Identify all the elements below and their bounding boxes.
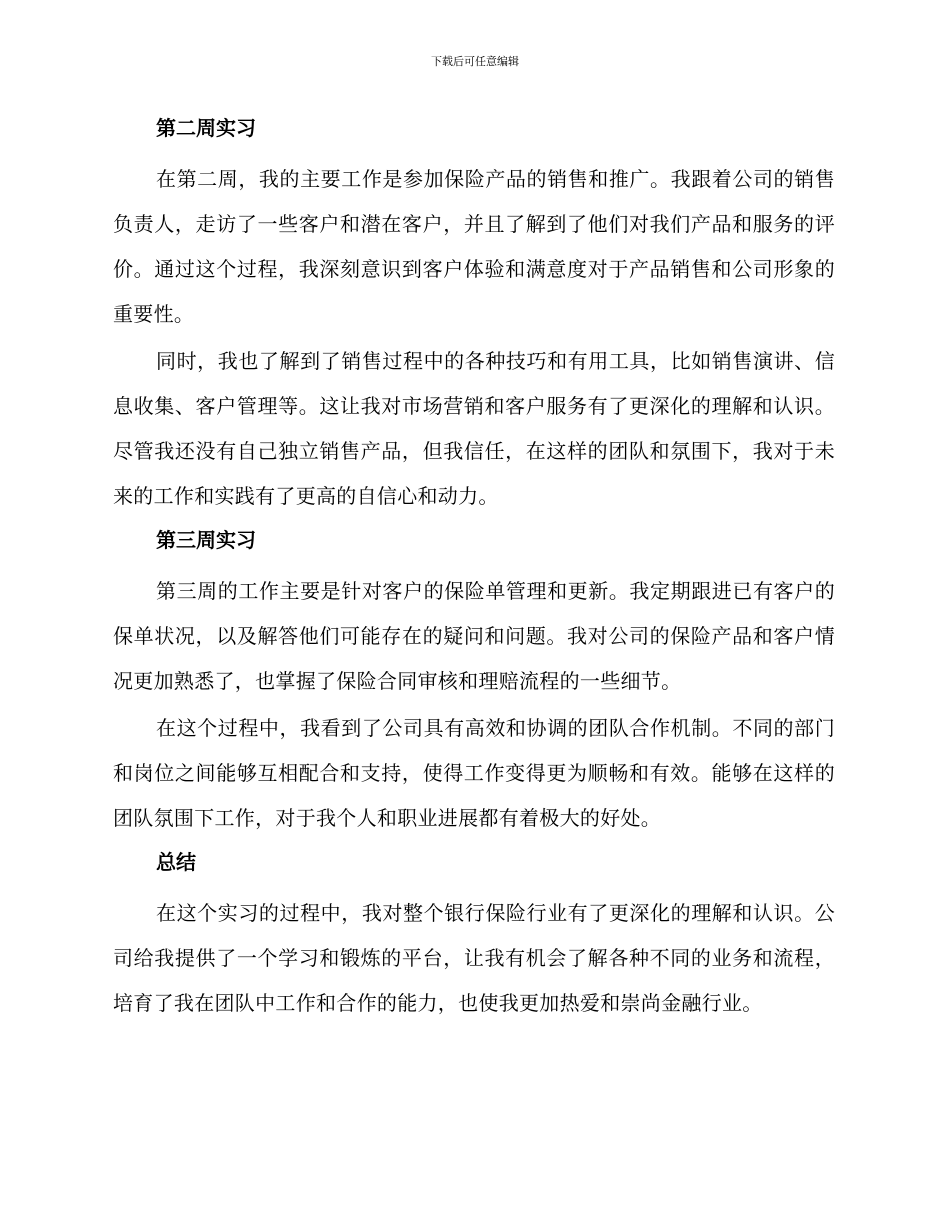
paragraph: 在这个过程中，我看到了公司具有高效和协调的团队合作机制。不同的部门和岗位之间能够互相配合和支持，使得工作变得更为顺畅和有效。能够在这样的团队氛围下工作，对于我个人和职业进展都有着极大的好处。 <box>113 716 835 830</box>
document-body <box>113 113 835 1028</box>
section-heading: 第三周实习 <box>156 528 256 552</box>
section-week-three <box>113 525 835 841</box>
paragraph: 同时，我也了解到了销售过程中的各种技巧和有用工具，比如销售演讲、信息收集、客户管理等。这让我对市场营销和客户服务有了更深化的理解和认识。尽管我还没有自己独立销售产品，但我信任，在这样的团队和氛围下，我对于未来的工作和实践有了更高的自信心和动力。 <box>113 349 835 508</box>
section-heading: 第二周实习 <box>156 116 256 140</box>
page-header: 下载后可任意编辑 <box>431 55 519 68</box>
section-heading: 总结 <box>156 850 196 874</box>
paragraph: 第三周的工作主要是针对客户的保险单管理和更新。我定期跟进已有客户的保单状况，以及解答他们可能存在的疑问和问题。我对公司的保险产品和客户情况更加熟悉了，也掌握了保险合同审核和理赔流程的一些细节。 <box>113 579 835 693</box>
paragraph: 在这个实习的过程中，我对整个银行保险行业有了更深化的理解和认识。公司给我提供了一个学习和锻炼的平台，让我有机会了解各种不同的业务和流程，培育了我在团队中工作和合作的能力，也使我更加热爱和崇尚金融行业。 <box>113 901 835 1015</box>
section-summary <box>113 847 835 1026</box>
paragraph: 在第二周，我的主要工作是参加保险产品的销售和推广。我跟着公司的销售负责人，走访了一些客户和潜在客户，并且了解到了他们对我们产品和服务的评价。通过这个过程，我深刻意识到客户体验和满意度对于产品销售和公司形象的重要性。 <box>113 167 835 326</box>
section-week-two <box>113 113 835 519</box>
